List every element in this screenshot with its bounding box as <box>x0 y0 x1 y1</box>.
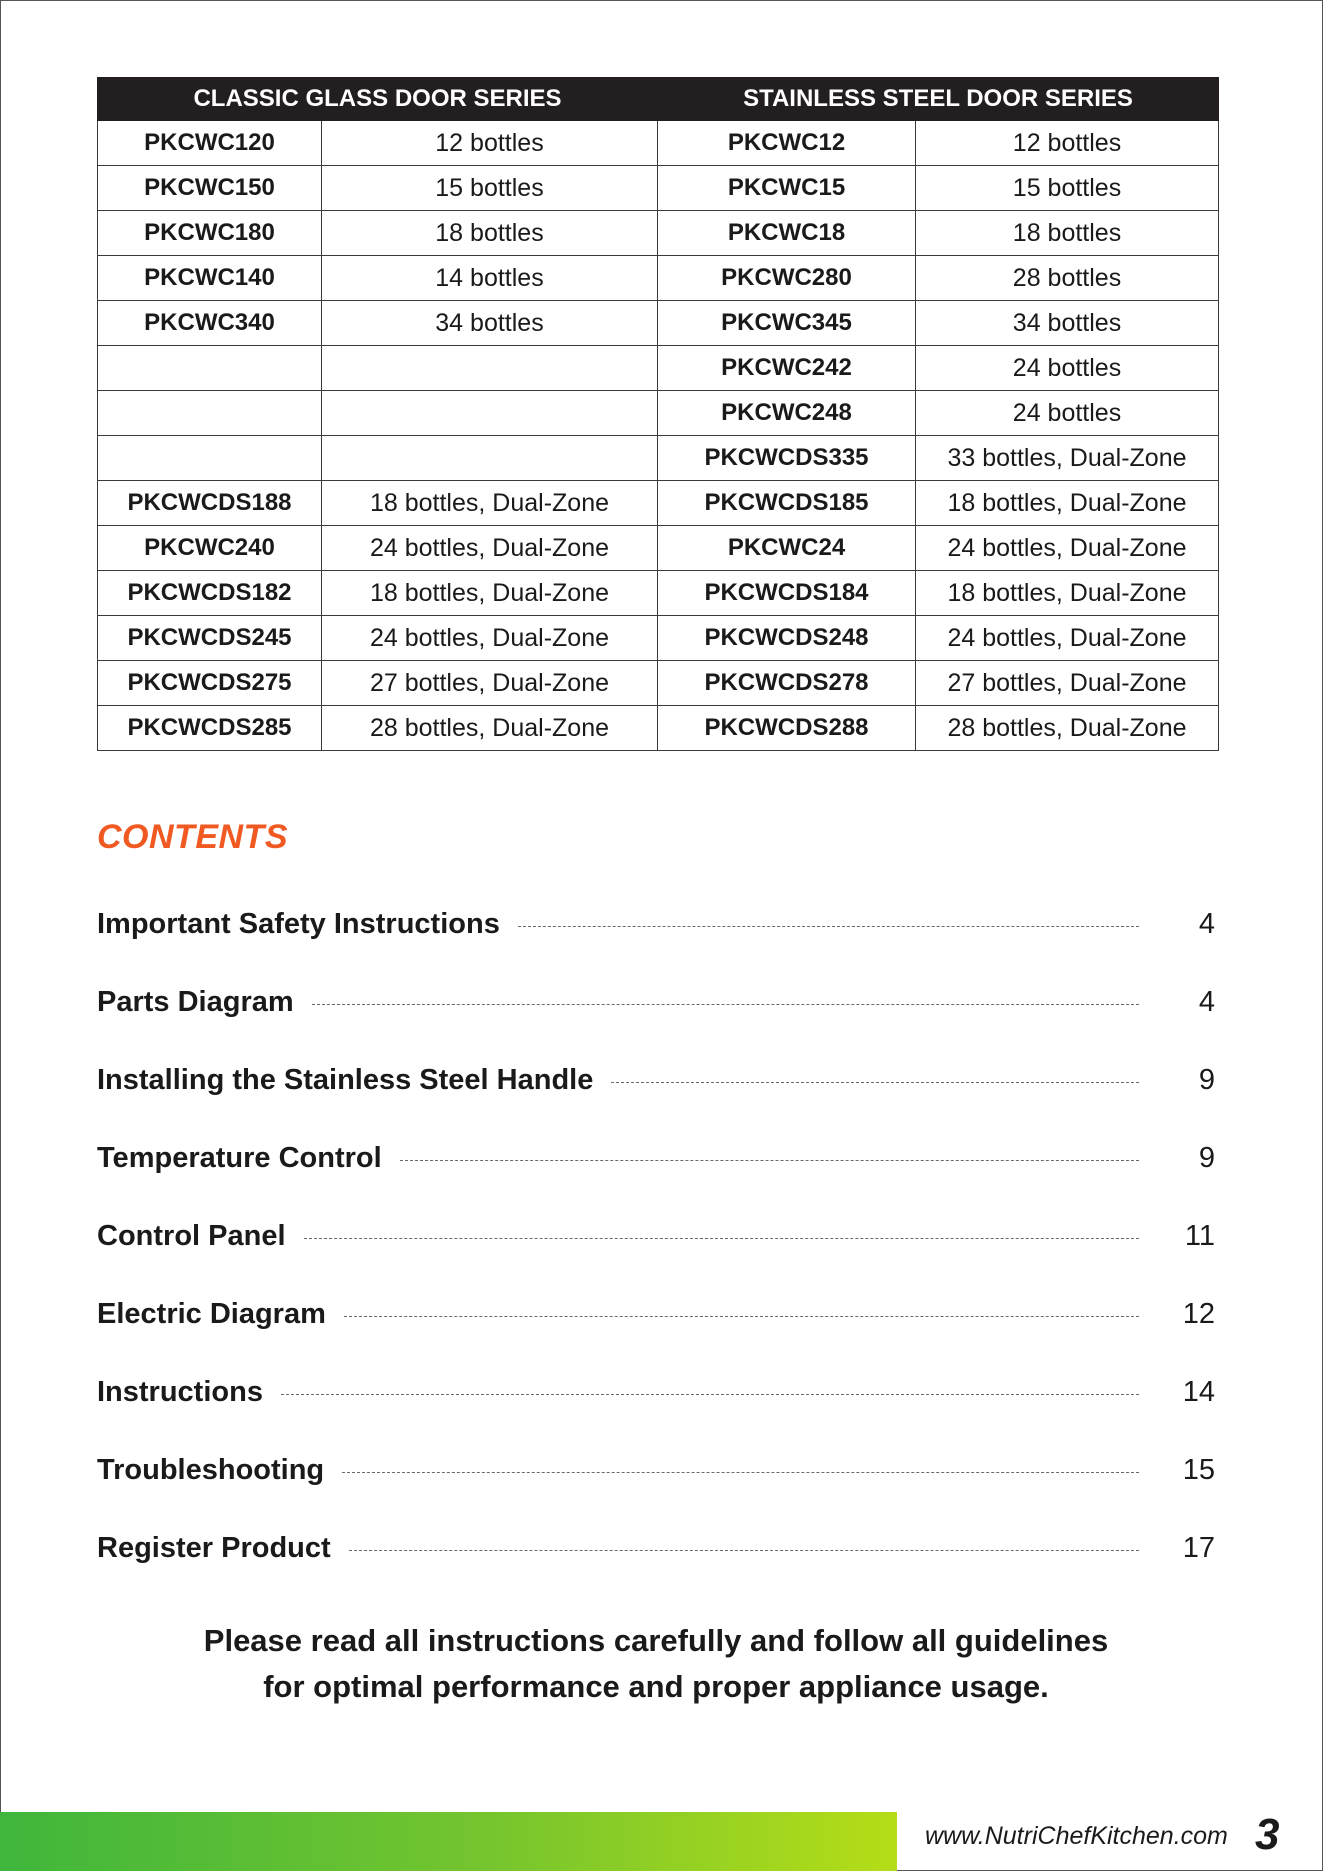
model-number-cell: PKCWCDS248 <box>658 616 916 661</box>
table-row <box>98 301 1219 346</box>
capacity-cell: 18 bottles, Dual-Zone <box>916 571 1219 616</box>
toc-item-label: Important Safety Instructions <box>97 907 500 940</box>
capacity-cell: 15 bottles <box>322 166 658 211</box>
table-row <box>98 661 1219 706</box>
model-number-cell: PKCWCDS285 <box>98 706 322 751</box>
model-number-cell: PKCWC242 <box>658 346 916 391</box>
classic-glass-series-header: CLASSIC GLASS DOOR SERIES <box>98 78 658 121</box>
toc-dotted-leader <box>312 1004 1139 1005</box>
toc-item <box>97 885 1215 963</box>
toc-item-page: 15 <box>1182 1453 1215 1486</box>
capacity-cell: 24 bottles, Dual-Zone <box>322 526 658 571</box>
model-number-cell <box>98 436 322 481</box>
capacity-cell: 24 bottles <box>916 391 1219 436</box>
model-number-cell: PKCWCDS275 <box>98 661 322 706</box>
toc-dotted-leader <box>304 1238 1139 1239</box>
capacity-cell <box>322 346 658 391</box>
table-row <box>98 571 1219 616</box>
model-number-cell: PKCWC120 <box>98 121 322 166</box>
table-row <box>98 121 1219 166</box>
table-row <box>98 436 1219 481</box>
footer-green-bar <box>0 1812 897 1871</box>
model-number-cell: PKCWC150 <box>98 166 322 211</box>
model-number-cell: PKCWC340 <box>98 301 322 346</box>
model-number-cell: PKCWC240 <box>98 526 322 571</box>
toc-item-label: Instructions <box>97 1375 263 1408</box>
capacity-cell: 24 bottles <box>916 346 1219 391</box>
capacity-cell: 12 bottles <box>322 121 658 166</box>
toc-item <box>97 1353 1215 1431</box>
capacity-cell: 18 bottles <box>916 211 1219 256</box>
capacity-cell: 34 bottles <box>916 301 1219 346</box>
model-number-cell: PKCWCDS278 <box>658 661 916 706</box>
capacity-cell <box>322 436 658 481</box>
toc-item-page: 14 <box>1182 1375 1215 1408</box>
model-number-cell: PKCWC248 <box>658 391 916 436</box>
table-row <box>98 481 1219 526</box>
toc-item <box>97 1431 1215 1509</box>
toc-item-label: Installing the Stainless Steel Handle <box>97 1063 594 1096</box>
toc-dotted-leader <box>349 1550 1139 1551</box>
table-row <box>98 346 1219 391</box>
model-number-cell: PKCWC180 <box>98 211 322 256</box>
toc-item <box>97 1119 1215 1197</box>
model-number-cell: PKCWCDS182 <box>98 571 322 616</box>
toc-dotted-leader <box>342 1472 1139 1473</box>
capacity-cell: 24 bottles, Dual-Zone <box>322 616 658 661</box>
footer-url: www.NutriChefKitchen.com <box>925 1822 1228 1850</box>
model-number-cell: PKCWCDS184 <box>658 571 916 616</box>
toc-item <box>97 1275 1215 1353</box>
capacity-cell: 15 bottles <box>916 166 1219 211</box>
notice-line-2: for optimal performance and proper appliance usage. <box>263 1669 1049 1704</box>
table-row <box>98 706 1219 751</box>
toc-item-label: Temperature Control <box>97 1141 382 1174</box>
capacity-cell: 27 bottles, Dual-Zone <box>322 661 658 706</box>
contents-title: CONTENTS <box>97 818 288 856</box>
table-row <box>98 166 1219 211</box>
table-row <box>98 391 1219 436</box>
toc-item-page: 12 <box>1182 1297 1215 1330</box>
toc-item-label: Register Product <box>97 1531 331 1564</box>
toc-item-label: Troubleshooting <box>97 1453 325 1486</box>
capacity-cell: 14 bottles <box>322 256 658 301</box>
table-row <box>98 256 1219 301</box>
capacity-cell: 28 bottles, Dual-Zone <box>322 706 658 751</box>
toc-item <box>97 963 1215 1041</box>
model-number-cell: PKCWCDS288 <box>658 706 916 751</box>
toc-item <box>97 1041 1215 1119</box>
model-number-cell: PKCWCDS335 <box>658 436 916 481</box>
capacity-cell: 12 bottles <box>916 121 1219 166</box>
reading-notice <box>97 1618 1215 1710</box>
model-number-cell: PKCWC280 <box>658 256 916 301</box>
model-table-body <box>98 121 1219 751</box>
model-number-cell: PKCWC140 <box>98 256 322 301</box>
toc-item <box>97 1509 1215 1587</box>
capacity-cell: 24 bottles, Dual-Zone <box>916 526 1219 571</box>
capacity-cell: 18 bottles, Dual-Zone <box>322 481 658 526</box>
model-table <box>97 77 1219 751</box>
capacity-cell: 28 bottles, Dual-Zone <box>916 706 1219 751</box>
model-number-cell: PKCWCDS245 <box>98 616 322 661</box>
table-row <box>98 526 1219 571</box>
capacity-cell: 27 bottles, Dual-Zone <box>916 661 1219 706</box>
stainless-steel-series-header: STAINLESS STEEL DOOR SERIES <box>658 78 1219 121</box>
toc-item <box>97 1197 1215 1275</box>
toc-dotted-leader <box>400 1160 1139 1161</box>
toc-dotted-leader <box>611 1082 1139 1083</box>
model-number-cell: PKCWC12 <box>658 121 916 166</box>
table-header-row <box>98 78 1219 121</box>
toc-dotted-leader <box>344 1316 1139 1317</box>
toc-item-page: 17 <box>1182 1531 1215 1564</box>
toc-item-page: 9 <box>1198 1063 1215 1096</box>
table-row <box>98 616 1219 661</box>
toc-item-page: 11 <box>1184 1219 1215 1252</box>
model-number-cell: PKCWC18 <box>658 211 916 256</box>
toc-dotted-leader <box>281 1394 1139 1395</box>
toc-dotted-leader <box>518 926 1139 927</box>
capacity-cell: 18 bottles, Dual-Zone <box>916 481 1219 526</box>
capacity-cell: 33 bottles, Dual-Zone <box>916 436 1219 481</box>
table-of-contents <box>97 885 1215 1587</box>
model-number-cell: PKCWC15 <box>658 166 916 211</box>
capacity-cell: 34 bottles <box>322 301 658 346</box>
model-number-cell: PKCWC24 <box>658 526 916 571</box>
table-row <box>98 211 1219 256</box>
model-number-cell: PKCWCDS185 <box>658 481 916 526</box>
model-number-cell: PKCWCDS188 <box>98 481 322 526</box>
toc-item-page: 4 <box>1198 907 1215 940</box>
model-number-cell: PKCWC345 <box>658 301 916 346</box>
capacity-cell: 24 bottles, Dual-Zone <box>916 616 1219 661</box>
toc-item-page: 4 <box>1198 985 1215 1018</box>
capacity-cell: 18 bottles, Dual-Zone <box>322 571 658 616</box>
model-number-cell <box>98 346 322 391</box>
toc-item-label: Parts Diagram <box>97 985 294 1018</box>
notice-line-1: Please read all instructions carefully and follow all guidelines <box>203 1623 1109 1658</box>
footer-page-number: 3 <box>1255 1810 1280 1859</box>
capacity-cell <box>322 391 658 436</box>
toc-item-label: Control Panel <box>97 1219 286 1252</box>
toc-item-page: 9 <box>1198 1141 1215 1174</box>
toc-item-label: Electric Diagram <box>97 1297 326 1330</box>
capacity-cell: 18 bottles <box>322 211 658 256</box>
model-number-cell <box>98 391 322 436</box>
capacity-cell: 28 bottles <box>916 256 1219 301</box>
